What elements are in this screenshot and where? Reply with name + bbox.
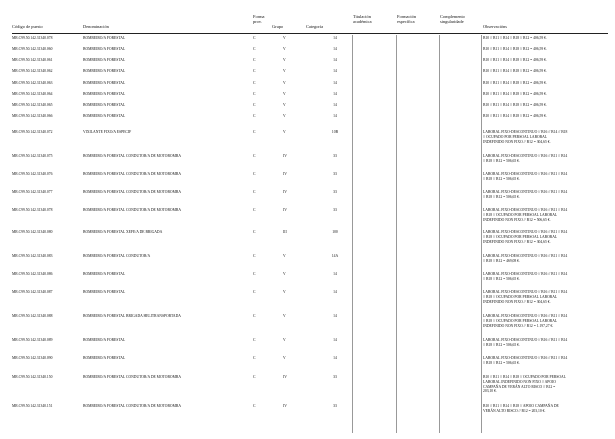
categoria-cell: 14 — [333, 81, 337, 85]
observacions-line: B10 // B11 // B14 // B18 // B12 = 406,59 €. — [483, 69, 547, 73]
observacions-line: INDEFINIDO NON FIXO // B12 = 304,65 €. — [483, 299, 551, 304]
forma-prov-cell: C — [253, 154, 256, 158]
forma-prov-cell: C — [253, 272, 256, 276]
observacions-line: B10 // B11 // B14 // B18 // APOIO CAMPAÑA DE — [483, 404, 559, 408]
observacions-line: // B18 // OCUPADO POR PERSOAL LABORAL — [483, 212, 558, 217]
observacions-line: LABORAL FIXO-DESCONTINUO // B16 // B11 // B14 — [483, 290, 568, 294]
categoria-cell: 33 — [333, 190, 337, 194]
forma-prov-cell: C — [253, 338, 256, 342]
denominacion-cell: BOMBEIRO/A FORESTAL CONDUTOR/A DE MOTOBOMBA — [83, 172, 181, 176]
observacions-line: B10 // B11 // B14 // B18 // B12 = 406,59 €. — [483, 114, 547, 118]
observacions-line: LABORAL FIXO-DESCONTINUO // B16 // B11 // B14 — [483, 154, 568, 158]
observacions-line: // B18 // B12 = 506,65 €. — [483, 194, 520, 199]
categoria-cell: 14 — [333, 356, 337, 360]
observacions-line: LABORAL FIXO-DESCONTINUO // B16 // B11 // B14 — [483, 356, 568, 360]
grupo-cell: IV — [283, 208, 287, 212]
code-cell: MR.C99.50.142.31340.072 — [12, 130, 53, 134]
denominacion-cell: BOMBEIRO/A FORESTAL — [83, 356, 126, 360]
forma-prov-cell: C — [253, 290, 256, 294]
grupo-cell: V — [283, 81, 286, 85]
divider-observacions — [481, 35, 482, 433]
forma-prov-cell: C — [253, 114, 256, 118]
header-formacion-1: Formación — [397, 14, 417, 19]
observacions-line: LABORAL FIXO-DESCONTINUO // B16 // B11 // B14 — [483, 208, 568, 212]
grupo-cell: IV — [283, 172, 287, 176]
code-cell: MR.C99.50.142.31340.150 — [12, 375, 53, 379]
grupo-cell: V — [283, 92, 286, 96]
grupo-cell: V — [283, 114, 286, 118]
header-rule — [12, 33, 608, 34]
forma-prov-cell: C — [253, 81, 256, 85]
observacions-line: // B18 // B12 = 506,65 €. — [483, 360, 520, 365]
observacions-line: VERÁN ALTO RISCO // B12 = 203,10 €. — [483, 408, 546, 413]
grupo-cell: V — [283, 58, 286, 62]
table-header — [0, 14, 615, 32]
code-cell: MR.C99.50.142.31340.075 — [12, 154, 53, 158]
grupo-cell: IV — [283, 154, 287, 158]
header-forma-prov-2: prov. — [253, 19, 262, 24]
denominacion-cell: BOMBEIRO/A FORESTAL — [83, 58, 126, 62]
observacions-line: INDEFINIDO NON FIXO // B12 = 1.197,27 €. — [483, 323, 554, 328]
observacions-line: B10 // B11 // B14 // B18 // B12 = 406,59 €. — [483, 81, 547, 85]
header-codigo: Código de puesto — [12, 24, 43, 29]
code-cell: MR.C99.50.142.31340.076 — [12, 172, 53, 176]
categoria-cell: 14 — [333, 69, 337, 73]
categoria-cell: 33 — [333, 154, 337, 158]
divider-formacion — [396, 35, 397, 433]
categoria-cell: 14 — [333, 36, 337, 40]
observacions-line: LABORAL FIXO-DESCONTINUO // B16 // B11 // B14 — [483, 172, 568, 176]
denominacion-cell: VIXILANTE FIXO/A ESPECIF — [83, 130, 132, 134]
categoria-cell: 14 — [333, 58, 337, 62]
categoria-cell: 14 — [333, 272, 337, 276]
code-cell: MR.C99.50.142.31340.078 — [12, 208, 53, 212]
denominacion-cell: BOMBEIRO/A FORESTAL CONDUTOR/A DE MOTOBOMBA — [83, 154, 181, 158]
observacions-line: INDEFINIDO NON FIXO // B12 = 506,65 €. — [483, 217, 551, 222]
grupo-cell: V — [283, 47, 286, 51]
denominacion-cell: BOMBEIRO/A FORESTAL — [83, 36, 126, 40]
forma-prov-cell: C — [253, 92, 256, 96]
forma-prov-cell: C — [253, 375, 256, 379]
header-denominacion: Denominación — [83, 24, 109, 29]
code-cell: MR.C99.50.142.31340.080 — [12, 230, 53, 234]
forma-prov-cell: C — [253, 172, 256, 176]
header-observacions: Observacións — [483, 24, 507, 29]
denominacion-cell: BOMBEIRO/A FORESTAL CONDUTOR/A DE MOTOBOMBA — [83, 375, 181, 379]
observacions-line: // B18 // B12 = 506,65 €. — [483, 176, 520, 181]
denominacion-cell: BOMBEIRO/A FORESTAL — [83, 290, 126, 294]
code-cell: MR.C99.50.142.31340.089 — [12, 338, 53, 342]
forma-prov-cell: C — [253, 356, 256, 360]
categoria-cell: 14 — [333, 103, 337, 107]
denominacion-cell: BOMBEIRO/A FORESTAL CONDUTOR/A DE MOTOBOMBA — [83, 404, 181, 408]
grupo-cell: IV — [283, 190, 287, 194]
forma-prov-cell: C — [253, 69, 256, 73]
forma-prov-cell: C — [253, 130, 256, 134]
observacions-line: // B18 // B12 = 506,65 €. — [483, 276, 520, 281]
code-cell: MR.C99.50.142.31340.065 — [12, 103, 53, 107]
denominacion-cell: BOMBEIRO/A FORESTAL BRIGADA HELITRANSPORTADA — [83, 314, 181, 318]
forma-prov-cell: C — [253, 208, 256, 212]
denominacion-cell: BOMBEIRO/A FORESTAL CONDUTOR/A — [83, 254, 151, 258]
grupo-cell: IV — [283, 404, 287, 408]
forma-prov-cell: C — [253, 254, 256, 258]
observacions-line: LABORAL INDEFINIDO NON FIXO // APOIO — [483, 379, 556, 384]
grupo-cell: IV — [283, 375, 287, 379]
code-cell: MR.C99.50.142.31340.066 — [12, 114, 53, 118]
denominacion-cell: BOMBEIRO/A FORESTAL — [83, 103, 126, 107]
observacions-line: B10 // B11 // B14 // B18 // B12 = 406,59 €. — [483, 36, 547, 40]
categoria-cell: 33 — [333, 375, 337, 379]
forma-prov-cell: C — [253, 230, 256, 234]
denominacion-cell: BOMBEIRO/A FORESTAL CONDUTOR/A DE MOTOBOMBA — [83, 208, 181, 212]
observacions-line: 203,10 €. — [483, 389, 497, 394]
forma-prov-cell: C — [253, 404, 256, 408]
observacions-line: // B18 // B12 = 506,65 €. — [483, 158, 520, 163]
divider-complemento — [439, 35, 440, 433]
observacions-line: // B18 // OCUPADO POR PERSOAL LABORAL — [483, 318, 558, 323]
denominacion-cell: BOMBEIRO/A FORESTAL — [83, 272, 126, 276]
code-cell: MR.C99.50.142.31340.078 — [12, 36, 53, 40]
code-cell: MR.C99.50.142.31340.090 — [12, 356, 53, 360]
grupo-cell: V — [283, 356, 286, 360]
observacions-line: // B18 // B12 = 469,08 €. — [483, 258, 520, 263]
code-cell: MR.C99.50.142.31340.077 — [12, 190, 53, 194]
observacions-line: B10 // B11 // B14 // B18 // B12 = 406,59 €. — [483, 58, 547, 62]
forma-prov-cell: C — [253, 36, 256, 40]
code-cell: MR.C99.50.142.31340.060 — [12, 47, 53, 51]
code-cell: MR.C99.50.142.31340.086 — [12, 272, 53, 276]
code-cell: MR.C99.50.142.31340.064 — [12, 92, 53, 96]
observacions-line: // B18 // OCUPADO POR PERSOAL LABORAL — [483, 234, 558, 239]
code-cell: MR.C99.50.142.31340.061 — [12, 58, 53, 62]
denominacion-cell: BOMBEIRO/A FORESTAL — [83, 81, 126, 85]
header-grupo: Grupo — [272, 24, 284, 29]
divider-titulacion — [352, 35, 353, 433]
code-cell: MR.C99.50.142.31340.087 — [12, 290, 53, 294]
code-cell: MR.C99.50.142.31340.062 — [12, 69, 53, 73]
header-titulacion-2: académica — [353, 19, 372, 24]
denominacion-cell: BOMBEIRO/A FORESTAL — [83, 92, 126, 96]
observacions-line: LABORAL FIXO-DESCONTINUO // B16 // B11 // B14 — [483, 254, 568, 258]
header-complemento-2: singularidade — [440, 19, 464, 24]
categoria-cell: 14A — [331, 254, 339, 258]
observacions-line: LABORAL FIXO-DESCONTINUO // B16 // B14 // B18 — [483, 130, 568, 134]
forma-prov-cell: C — [253, 47, 256, 51]
grupo-cell: V — [283, 338, 286, 342]
grupo-cell: V — [283, 69, 286, 73]
grupo-cell: V — [283, 290, 286, 294]
header-complemento-1: Complemento — [440, 14, 465, 19]
forma-prov-cell: C — [253, 314, 256, 318]
categoria-cell: 100 — [332, 230, 338, 234]
grupo-cell: V — [283, 103, 286, 107]
grupo-cell: III — [283, 230, 287, 234]
observacions-line: INDEFINIDO NON FIXO // B12 = 304,65 €. — [483, 139, 551, 144]
denominacion-cell: BOMBEIRO/A FORESTAL CONDUTOR/A DE MOTOBOMBA — [83, 190, 181, 194]
observacions-line: LABORAL FIXO-DESCONTINUO // B16 // B11 // B14 — [483, 190, 568, 194]
categoria-cell: 33 — [333, 404, 337, 408]
observacions-line: B10 // B11 // B14 // B18 // B12 = 406,59 €. — [483, 92, 547, 96]
observacions-line: B10 // B11 // B14 // B18 // OCUPADO POR PERSOAL — [483, 375, 566, 379]
header-forma-prov-1: Forma — [253, 14, 265, 19]
observacions-line: B10 // B11 // B14 // B18 // B12 = 406,59 €. — [483, 47, 547, 51]
categoria-cell: 10B — [331, 130, 339, 134]
denominacion-cell: BOMBEIRO/A FORESTAL — [83, 338, 126, 342]
observacions-line: // OCUPADO POR PERSOAL LABORAL — [483, 134, 548, 139]
categoria-cell: 14 — [333, 47, 337, 51]
forma-prov-cell: C — [253, 58, 256, 62]
observacions-line: B10 // B11 // B14 // B18 // B12 = 406,59 €. — [483, 103, 547, 107]
forma-prov-cell: C — [253, 190, 256, 194]
categoria-cell: 14 — [333, 114, 337, 118]
code-cell: MR.C99.50.142.31340.088 — [12, 314, 53, 318]
denominacion-cell: BOMBEIRO/A FORESTAL — [83, 69, 126, 73]
categoria-cell: 14 — [333, 314, 337, 318]
denominacion-cell: BOMBEIRO/A FORESTAL XEFE/A DE BRIGADA — [83, 230, 163, 234]
grupo-cell: V — [283, 272, 286, 276]
denominacion-cell: BOMBEIRO/A FORESTAL — [83, 114, 126, 118]
categoria-cell: 33 — [333, 172, 337, 176]
observacions-line: INDEFINIDO NON FIXO // B12 = 304,65 €. — [483, 239, 551, 244]
header-formacion-2: específica — [397, 19, 415, 24]
observacions-line: // B18 // OCUPADO POR PERSOAL LABORAL — [483, 294, 558, 299]
code-cell: MR.C99.50.142.31340.083 — [12, 254, 53, 258]
categoria-cell: 14 — [333, 92, 337, 96]
header-titulacion-1: Titulación — [353, 14, 371, 19]
observacions-line: LABORAL FIXO-DESCONTINUO // B16 // B11 // B14 — [483, 272, 568, 276]
observacions-line: LABORAL FIXO-DESCONTINUO // B16 // B11 // B14 — [483, 338, 568, 342]
header-categoria: Categoría — [306, 24, 324, 29]
forma-prov-cell: C — [253, 103, 256, 107]
observacions-line: // B18 // B12 = 506,65 €. — [483, 342, 520, 347]
grupo-cell: V — [283, 130, 286, 134]
denominacion-cell: BOMBEIRO/A FORESTAL — [83, 47, 126, 51]
grupo-cell: V — [283, 314, 286, 318]
observacions-line: CAMPAÑA DE VERÁN ALTO RISCO // B12 = — [483, 384, 556, 389]
code-cell: MR.C99.50.142.31340.151 — [12, 404, 53, 408]
categoria-cell: 33 — [333, 208, 337, 212]
grupo-cell: V — [283, 254, 286, 258]
observacions-line: LABORAL FIXO-DESCONTINUO // B16 // B11 // B14 — [483, 314, 568, 318]
categoria-cell: 14 — [333, 338, 337, 342]
observacions-line: LABORAL FIXO-DESCONTINUO // B16 // B11 // B14 — [483, 230, 568, 234]
grupo-cell: V — [283, 36, 286, 40]
code-cell: MR.C99.50.142.31340.063 — [12, 81, 53, 85]
categoria-cell: 14 — [333, 290, 337, 294]
